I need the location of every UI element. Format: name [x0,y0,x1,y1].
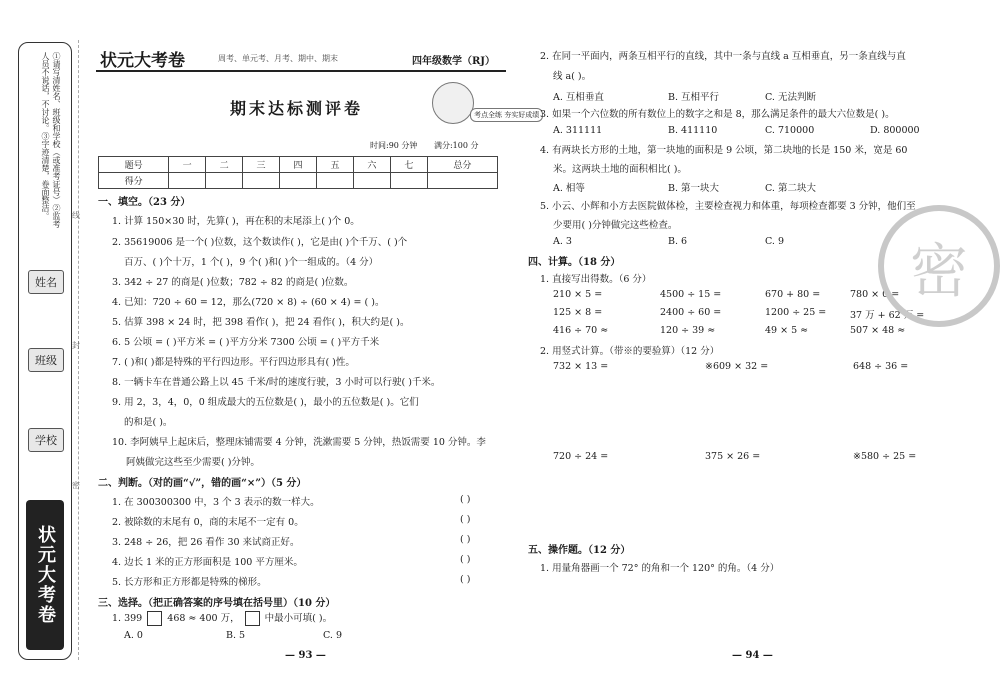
question-line: C. 第二块大 [765,183,816,194]
question-line: 125 × 8 = [553,307,603,318]
blank-box[interactable] [245,611,260,626]
question-line: C. 9 [765,236,785,247]
confidential-seal-icon: 密 [878,205,1000,327]
question-line: 8. 一辆卡车在普通公路上以 45 千米/时的速度行驶，3 小时可以行驶( )千米。 [112,377,441,388]
question-line: 10. 李阿姨早上起床后，整理床铺需要 4 分钟，洗漱需要 5 分钟，热饭需要 10 分钟。李 [112,437,486,448]
section-heading: 二、判断。（对的画“√”，错的画“×”）（5 分） [98,478,307,489]
exam-time: 时间:90 分钟 [370,141,418,150]
blank-box[interactable] [147,611,162,626]
mascot-badge: 考点全练 夯实好成绩 [470,108,543,122]
question-line: 米。这两块土地的面积相比( )。 [553,164,687,175]
sidebar-logo: 状元大考卷 [26,500,64,650]
question-line: ※580 ÷ 25 = [853,451,917,462]
question-line: 1200 ÷ 25 = [765,307,827,318]
choice-question-1 [112,610,332,626]
choice-q-part: 1. 399 [112,613,143,624]
exam-full-score: 满分:100 分 [433,141,479,150]
score-header: 七 [390,157,427,173]
name-field[interactable]: 姓名 [28,270,64,294]
section-heading: 四、计算。（18 分） [528,257,621,268]
score-header: 四 [280,157,317,173]
question-line: 210 × 5 = [553,289,603,300]
question-line: 375 × 26 = [705,451,761,462]
question-line: 732 × 13 = [553,361,609,372]
question-line: 1. 在 300300300 中，3 个 3 表示的数一样大。 [112,497,320,508]
question-line: 线 a( )。 [553,71,592,82]
question-line: 1. 计算 150×30 时，先算( )，再在积的末尾添上( )个 0。 [112,216,360,227]
question-line: C. 无法判断 [765,92,816,103]
question-line: 3. 如果一个六位数的所有数位上的数字之和是 8，那么满足条件的最大六位数是( )。 [540,109,895,120]
question-line: 2400 ÷ 60 = [660,307,722,318]
question-line: 648 ÷ 36 = [853,361,909,372]
question-line: 1. 直接写出得数。（6 分） [540,274,652,285]
question-line: D. 800000 [870,125,920,136]
question-line: 6. 5 公顷 = ( )平方米 = ( )平方分米 7300 公顷 = ( )平方千米 [112,337,380,348]
mascot-icon [432,82,474,124]
question-line: 780 × 0 = [850,289,900,300]
question-line: B. 6 [668,236,688,247]
score-cell[interactable] [316,173,353,189]
question-line: A. 相等 [553,183,585,194]
choice-option-c: C. 9 [323,630,343,641]
score-cell[interactable] [169,173,206,189]
choice-q-part: 468 ≈ 400 万， [167,613,240,624]
question-line: B. 互相平行 [668,92,720,103]
brand-logo: 状元大考卷 [100,51,185,71]
cut-mark: 线 [72,211,80,220]
question-line: 720 ÷ 24 = [553,451,609,462]
judge-answer-5[interactable]: ( ) [460,574,471,585]
score-header: 题号 [99,157,169,173]
candidate-notes: ①请写清姓名、班级和学校（或准考证号）②监考人员不说话，不讨论。③字迹清楚，卷面整洁。 [41,52,61,228]
school-field[interactable]: 学校 [28,428,64,452]
question-line: 2. 用竖式计算。（带※的要验算）（12 分） [540,346,720,357]
score-cell[interactable] [427,173,497,189]
question-line: 49 × 5 ≈ [765,325,809,336]
question-line: 670 + 80 = [765,289,821,300]
question-line: 5. 小云、小辉和小方去医院做体检，主要检查视力和体重，每项检查都要 3 分钟，他们至 [540,201,916,212]
score-cell[interactable] [243,173,280,189]
question-line: A. 互相垂直 [553,92,604,103]
score-header: 一 [169,157,206,173]
score-header: 五 [316,157,353,173]
score-header: 六 [353,157,390,173]
class-field[interactable]: 班级 [28,348,64,372]
section-heading: 一、填空。（23 分） [98,197,191,208]
question-line: 5. 估算 398 × 24 时，把 398 看作( )，把 24 看作( )，积大约是( )。 [112,317,410,328]
choice-q-part: 中最小可填( )。 [264,613,333,624]
score-header: 总分 [427,157,497,173]
question-line: 416 ÷ 70 ≈ [553,325,609,336]
choice-option-b: B. 5 [226,630,246,641]
exam-info [370,140,478,151]
judge-answer-1[interactable]: ( ) [460,494,471,505]
judge-answer-4[interactable]: ( ) [460,554,471,565]
exam-types: 周考、单元考、月考、期中、期末 [218,54,338,63]
choice-option-a: A. 0 [124,630,143,641]
question-line: 4. 已知：720 ÷ 60 = 12，那么(720 × 8) ÷ (60 × 4) = ( )。 [112,297,385,308]
question-line: 4. 边长 1 米的正方形面积是 100 平方厘米。 [112,557,303,568]
question-line: 2. 35619006 是一个( )位数，这个数读作( )，它是由( )个千万、( )个 [112,237,408,248]
score-table [98,156,498,189]
question-line: 9. 用 2，3，4，0，0 组成最大的五位数是( )，最小的五位数是( )。它们 [112,397,419,408]
score-cell[interactable] [353,173,390,189]
question-line: 阿姨做完这些至少需要( )分钟。 [126,457,260,468]
question-line: 4500 ÷ 15 = [660,289,722,300]
question-line: 120 ÷ 39 ≈ [660,325,716,336]
question-line: 1. 用量角器画一个 72° 的角和一个 120° 的角。（4 分） [540,563,780,574]
score-row [99,173,498,189]
question-line: B. 第一块大 [668,183,720,194]
judge-answer-3[interactable]: ( ) [460,534,471,545]
question-line: 3. 342 ÷ 27 的商是( )位数；782 ÷ 82 的商是( )位数。 [112,277,354,288]
question-line: 百万、( )个十万，1 个( )，9 个( )和( )个一组成的。（4 分） [124,257,379,268]
question-line: 4. 有两块长方形的土地，第一块地的面积是 9 公顷，第二块地的长是 150 米，宽是 60 [540,145,908,156]
score-header-row [99,157,498,173]
page-number-left: — 93 — [285,650,326,661]
question-line: B. 411110 [668,125,718,136]
question-line: 507 × 48 ≈ [850,325,906,336]
section-heading: 三、选择。（把正确答案的序号填在括号里）（10 分） [98,598,336,609]
question-line: 37 万 + 62 万 = [850,310,925,321]
score-cell[interactable] [206,173,243,189]
score-cell[interactable] [280,173,317,189]
question-line: A. 311111 [553,125,603,136]
section-heading: 五、操作题。（12 分） [528,545,631,556]
question-line: 的和是( )。 [124,417,173,428]
question-line: 3. 248 ÷ 26，把 26 看作 30 来试商正好。 [112,537,300,548]
question-line: ※609 × 32 = [705,361,769,372]
score-header: 三 [243,157,280,173]
question-line: C. 710000 [765,125,815,136]
question-line: 少要用( )分钟做完这些检查。 [553,220,678,231]
subject-label: 四年级数学（RJ） [412,56,496,67]
question-line: 5. 长方形和正方形都是特殊的梯形。 [112,577,267,588]
question-line: 2. 在同一平面内，两条互相平行的直线，其中一条与直线 a 互相垂直，另一条直线与直 [540,51,906,62]
score-cell[interactable] [390,173,427,189]
page-number-right: — 94 — [732,650,773,661]
judge-answer-2[interactable]: ( ) [460,514,471,525]
score-header: 二 [206,157,243,173]
cut-mark: 密 [72,481,80,490]
exam-title: 期末达标测评卷 [230,99,364,118]
score-row-label: 得分 [99,173,169,189]
question-line: A. 3 [553,236,572,247]
cut-mark: 封 [72,341,80,350]
question-line: 7. ( )和( )都是特殊的平行四边形。平行四边形具有( )性。 [112,357,355,368]
question-line: 2. 被除数的末尾有 0，商的末尾不一定有 0。 [112,517,304,528]
